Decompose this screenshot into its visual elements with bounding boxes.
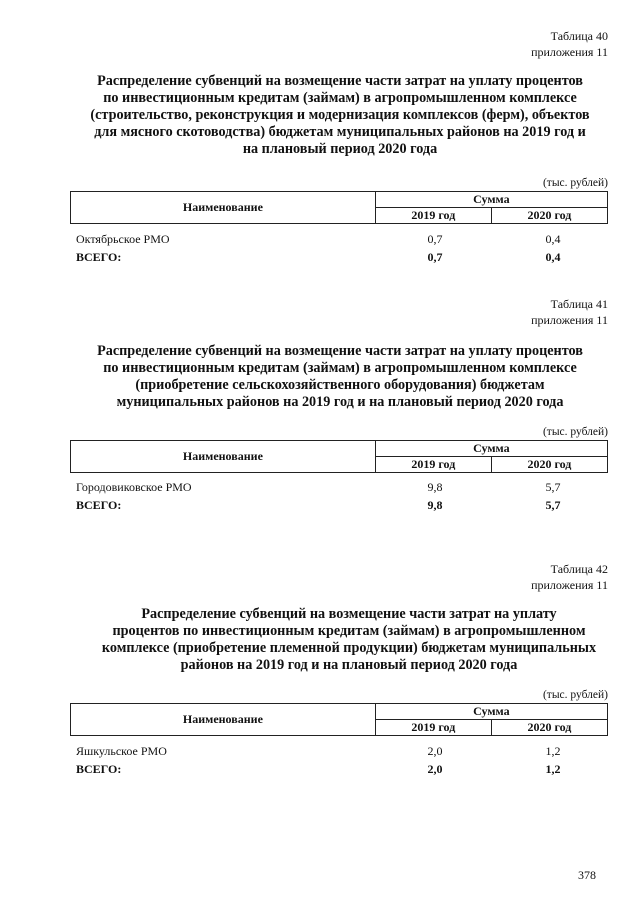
title-line: Распределение субвенций на возмещение части затрат на уплату	[141, 606, 557, 622]
row-value-2019: 0,7	[427, 232, 443, 246]
table-42-title	[84, 606, 614, 674]
title-line: Распределение субвенций на возмещение части затрат на уплату процентов	[97, 343, 583, 359]
title-line: для мясного скотоводства) бюджетам муниципальных районов на 2019 год и	[94, 124, 586, 140]
table-42-units: (тыс. рублей)	[542, 689, 608, 701]
table-41-units: (тыс. рублей)	[542, 426, 608, 438]
table-41-title	[70, 343, 610, 411]
title-line: районов на 2019 год и на плановый период 2020 года	[180, 657, 518, 673]
total-label: ВСЕГО:	[76, 762, 122, 776]
header-year-2019: 2019 год	[375, 208, 491, 224]
title-line: Распределение субвенций на возмещение части затрат на уплату процентов	[97, 73, 583, 89]
title-line: муниципальных районов на 2019 год и на плановый период 2020 года	[116, 394, 564, 410]
total-label: ВСЕГО:	[76, 498, 122, 512]
total-row	[70, 249, 608, 265]
total-value-2020: 0,4	[545, 250, 561, 264]
header-year-2020: 2020 год	[491, 208, 607, 224]
table-41-number: Таблица 41	[550, 297, 608, 311]
total-value-2019: 0,7	[427, 250, 443, 264]
header-name: Наименование	[71, 704, 376, 736]
table-40-units: (тыс. рублей)	[542, 177, 608, 189]
header-year-2019: 2019 год	[375, 457, 491, 473]
row-value-2019: 2,0	[427, 744, 443, 758]
row-name: Городовиковское РМО	[76, 480, 192, 494]
header-name: Наименование	[71, 441, 376, 473]
table-40-header	[70, 191, 608, 224]
header-sum: Сумма	[375, 192, 607, 208]
title-line: (строительство, реконструкция и модернизация комплексов (ферм), объектов	[90, 107, 590, 123]
row-value-2020: 5,7	[545, 480, 561, 494]
header-name: Наименование	[71, 192, 376, 224]
total-row	[70, 497, 608, 513]
title-line: процентов по инвестиционным кредитам (займам) в агропромышленном	[112, 623, 586, 639]
header-year-2020: 2020 год	[491, 720, 607, 736]
total-row	[70, 761, 608, 777]
total-value-2020: 1,2	[545, 762, 561, 776]
page-number: 378	[578, 868, 596, 882]
title-line: (приобретение сельскохозяйственного оборудования) бюджетам	[135, 377, 545, 393]
table-42-header	[70, 703, 608, 736]
row-name: Яшкульское РМО	[76, 744, 167, 758]
total-value-2019: 2,0	[427, 762, 443, 776]
table-40-appendix: приложения 11	[531, 45, 608, 59]
title-line: по инвестиционным кредитам (займам) в агропромышленном комплексе	[103, 90, 577, 106]
header-sum: Сумма	[375, 441, 607, 457]
row-value-2019: 9,8	[427, 480, 443, 494]
table-row	[70, 743, 608, 759]
total-label: ВСЕГО:	[76, 250, 122, 264]
title-line: комплексе (приобретение племенной продукции) бюджетам муниципальных	[101, 640, 597, 656]
table-41-appendix: приложения 11	[531, 313, 608, 327]
total-value-2019: 9,8	[427, 498, 443, 512]
header-year-2020: 2020 год	[491, 457, 607, 473]
table-42-appendix: приложения 11	[531, 578, 608, 592]
header-sum: Сумма	[375, 704, 607, 720]
header-year-2019: 2019 год	[375, 720, 491, 736]
row-value-2020: 1,2	[545, 744, 561, 758]
title-line: по инвестиционным кредитам (займам) в агропромышленном комплексе	[103, 360, 577, 376]
total-value-2020: 5,7	[545, 498, 561, 512]
table-row	[70, 231, 608, 247]
table-40-number: Таблица 40	[550, 29, 608, 43]
row-value-2020: 0,4	[545, 232, 561, 246]
table-40-title	[70, 73, 610, 158]
table-41-header	[70, 440, 608, 473]
title-line: на плановый период 2020 года	[242, 141, 438, 157]
table-42-number: Таблица 42	[550, 562, 608, 576]
row-name: Октябрьское РМО	[76, 232, 170, 246]
table-row	[70, 479, 608, 495]
